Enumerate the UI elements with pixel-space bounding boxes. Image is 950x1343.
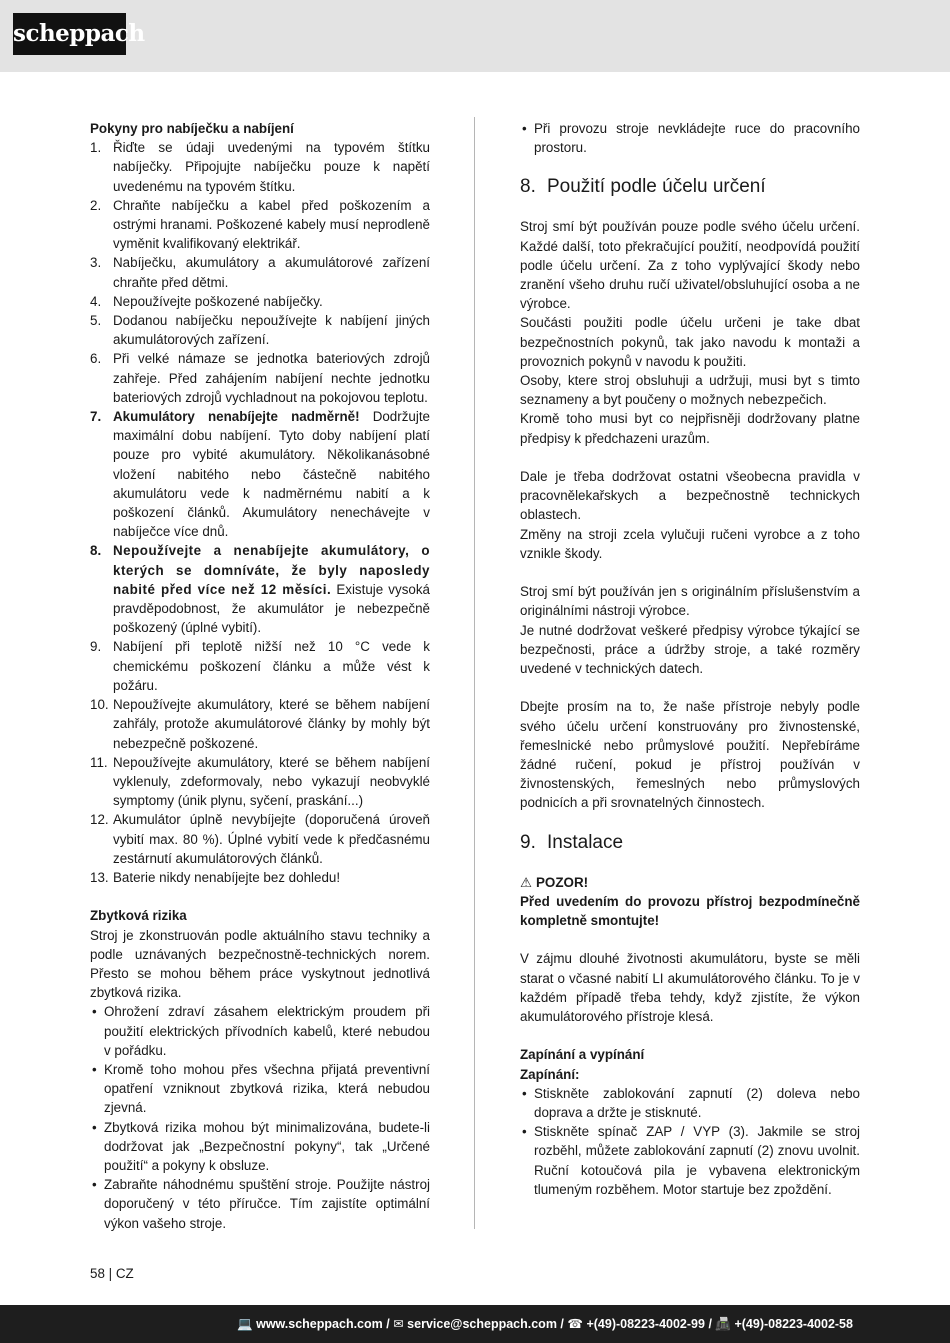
item-text: Chraňte nabíječku a kabel před poškozením a ostrými hranami. Poškozené kabely musí neprodleně vyměnit kvalifikovaný elektrikář.	[113, 197, 430, 252]
list-item: • Při provozu stroje nevkládejte ruce do pracovního prostoru.	[520, 119, 860, 157]
item-number: 11.	[90, 754, 108, 770]
item-number: 4.	[90, 293, 102, 309]
item-text: Řiďte se údaji uvedenými na typovém štítku nabíječky. Připojujte nabíječku pouze k napětí uvedenému na typovém štítku.	[113, 140, 430, 194]
list-item	[90, 311, 430, 349]
list-item	[90, 637, 430, 695]
list-item: • Kromě toho mohou přes všechna přijatá preventivní opatření vzniknout zbytková rizika, která nebudou zjevná.	[90, 1060, 430, 1118]
risk-heading: Zbytková rizika	[90, 908, 187, 924]
column-divider	[474, 117, 475, 1229]
item-text: Nabíječku, akumulátory a akumulátorové zařízení chraňte před dětmi.	[113, 255, 430, 290]
warning-icon: ⚠	[520, 874, 533, 890]
item-text: Dodanou nabíječku nepoužívejte k nabíjení jiných akumulátorových zařízení.	[113, 313, 430, 348]
item-number: 6.	[90, 351, 102, 367]
item-number: 7.	[90, 409, 102, 425]
item-text: Existuje vysoká pravděpodobnost, že akumulátor je nebezpečně poškozený (úplné vybití).	[113, 581, 430, 636]
warning-label	[520, 873, 860, 892]
warning-text: POZOR!	[536, 874, 589, 890]
paragraph: Dale je třeba dodržovat ostatni všeobecna pravidla v pracovnělekařskych a bezpečnostně technickych oblastech.	[520, 469, 860, 523]
item-number: 3.	[90, 255, 102, 271]
list-item: • Ohrožení zdraví zásahem elektrickým proudem při použití elektrických přívodních kabelů, které nebudou v pořádku.	[90, 1002, 430, 1060]
item-number: 5.	[90, 313, 102, 329]
item-text: Dodržujte maximální dobu nabíjení. Tyto doby nabíjení platí pouze pro vybité akumulátory. Několikanásobné vložení nabitého nebo částečně nabitého akumulátoru vede k nadměrnému nabití a k poškození článků. Akumulátory nenechávejte v nabíječce více dnů.	[113, 409, 430, 540]
list-item	[90, 541, 430, 637]
warning-message: Před uvedením do provozu přístroj bezpodmínečně kompletně smontujte!	[520, 893, 860, 929]
item-text: Nepoužívejte akumulátory, které se během nabíjení vyklenuly, zdeformovaly, nebo vykazují neobvyklé symptomy (únik plynu, syčení, praskání...)	[113, 754, 430, 809]
paragraph: Dbejte prosím na to, že naše přístroje nebyly podle svého účelu určení konstruovány pro živnostenské, řemeslnické nebo průmyslové použití. Nepřebíráme žádné ručení, pokud je přístroj používán v živnostenských, řemeslných nebo průmyslových podnicích a při srovnatelných činnostech.	[520, 699, 860, 811]
paragraph: Kromě toho musi byt co nejpřisněji dodržovany platne předpisy k předchazeni urazům.	[520, 411, 860, 446]
list-item	[90, 695, 430, 753]
separator: /	[560, 1317, 564, 1331]
item-text: Baterie nikdy nenabíjejte bez dohledu!	[113, 869, 341, 885]
risk-list	[90, 1002, 430, 1232]
risk-intro: Stroj je zkonstruován podle aktuálního stavu techniky a podle uznávaných bezpečnostně-technických norem. Přesto se mohou během práce vyskytnout jednotlivá zbytková rizika.	[90, 927, 430, 1001]
fax-icon: 📠	[715, 1317, 731, 1331]
paragraph: V zájmu dlouhé životnosti akumulátoru, byste se měli starat o včasné nabití LI akumulátorového článku. To je v každém případě třeba tehdy, když zjistíte, že výkon akumulátorového přístroje klesá.	[520, 951, 860, 1025]
mail-icon: ✉	[393, 1317, 404, 1331]
top-bullet-list	[520, 119, 860, 157]
right-column	[520, 119, 860, 1199]
paragraph: Stroj smí být používán pouze podle svého účelu určení. Každé další, toto překračující použití, neodpovídá použití podle účelu určení. Za z toho vyplývající škody nebo zranění všeho druhu ručí uživatel/obsluhující osoba a ne výrobce.	[520, 219, 860, 312]
fax-number: +(49)-08223-4002-58	[734, 1317, 853, 1331]
item-number: 2.	[90, 197, 102, 213]
list-item	[90, 196, 430, 254]
item-bold-text: Akumulátory nenabíjejte nadměrně!	[113, 409, 360, 425]
list-item: • Zabraňte náhodnému spuštění stroje. Použijte nástroj doporučený v této příručce. Tím zajistíte optimální výkon vašeho stroje.	[90, 1175, 430, 1233]
item-number: 1.	[90, 140, 102, 156]
item-text: Akumulátor úplně nevybíjejte (doporučená úroveň vybití max. 80 %). Úplné vybití vede k předčasnému zestárnutí akumulátorových článků.	[113, 812, 430, 866]
section-number: 9.	[520, 831, 536, 853]
switch-list	[520, 1084, 860, 1199]
phone-number[interactable]: +(49)-08223-4002-99	[586, 1317, 705, 1331]
list-item	[90, 138, 430, 196]
separator: /	[386, 1317, 390, 1331]
item-text: Nabíjení při teplotě nižší než 10 °C vede k chemickému poškození článku a může vést k požáru.	[113, 639, 430, 693]
section-title: Instalace	[547, 831, 624, 853]
item-bold-text: Nepoužívejte a nenabíjejte akumulátory, o kterých se domníváte, že byly naposledy nabité před více než 12 měsíci.	[113, 543, 430, 597]
header-bar	[0, 0, 950, 72]
list-item	[90, 349, 430, 407]
list-item	[90, 292, 430, 311]
email-link[interactable]: service@scheppach.com	[407, 1317, 557, 1331]
paragraph: Je nutné dodržovat veškeré předpisy výrobce týkající se bezpečnosti, práce a údržby stroje, a také rozměry uvedené v technických datech.	[520, 622, 860, 677]
page-separator: |	[108, 1266, 113, 1281]
section-8-heading	[520, 175, 860, 199]
paragraph: Osoby, ktere stroj obsluhuji a udržuji, musi byt s timto seznameny a byt poučeny o možnych nebezpečich.	[520, 373, 860, 408]
item-number: 10.	[90, 697, 109, 713]
section-title: Použití podle účelu určení	[547, 176, 766, 198]
website-link[interactable]: www.scheppach.com	[256, 1317, 383, 1331]
list-item: • Stiskněte zablokování zapnutí (2) doleva nebo doprava a držte je stisknuté.	[520, 1084, 860, 1122]
charger-list	[90, 138, 430, 887]
scheppach-logo: scheppach	[13, 13, 126, 55]
switch-subheading: Zapínání:	[520, 1066, 580, 1082]
left-column	[90, 119, 430, 1233]
list-item	[90, 407, 430, 541]
list-item: • Stiskněte spínač ZAP / VYP (3). Jakmile se stroj rozběhl, můžete zablokování zapnutí (2) znovu uvolnit. Ruční kotoučová pila je vybavena elektronickým tlumeným rozběhem. Motor startuje bez zpoždění.	[520, 1122, 860, 1199]
item-number: 9.	[90, 639, 102, 655]
page-number: 58	[90, 1266, 105, 1281]
list-item	[90, 253, 430, 291]
item-text: Nepoužívejte poškozené nabíječky.	[113, 293, 323, 309]
section-number: 8.	[520, 176, 536, 198]
item-number: 13.	[90, 869, 109, 885]
item-text: Nepoužívejte akumulátory, které se během nabíjení zahřály, protože akumulátorové články by mohly být nebezpečně poškozené.	[113, 697, 430, 751]
item-number: 8.	[90, 543, 102, 559]
item-text: Při velké námaze se jednotka bateriových zdrojů zahřeje. Před zahájením nabíjení nechte jednotku bateriových zdrojů vychladnout na pokojovou teplotu.	[113, 351, 430, 405]
charger-heading: Pokyny pro nabíječku a nabíjení	[90, 121, 294, 136]
paragraph: Součásti použiti podle účelu určeni je take dbat bezpečnostních pokynů, tak jako navodu k montaži a provoznich pokynů v navodu k použiti.	[520, 315, 860, 369]
phone-icon: ☎	[567, 1317, 583, 1331]
paragraph: Změny na stroji zcela vylučuji ručeni vyrobce a z toho vznikle škody.	[520, 526, 860, 561]
item-number: 12.	[90, 812, 109, 828]
list-item: • Zbytková rizika mohou být minimalizována, budete-li dodržovat jak „Bezpečnostní pokyny“, tak „Určené použití“ a pokyny k obsluze.	[90, 1118, 430, 1176]
list-item	[90, 753, 430, 811]
list-item	[90, 810, 430, 868]
list-item	[90, 868, 430, 887]
section-9-heading	[520, 831, 860, 855]
separator: /	[708, 1317, 712, 1331]
paragraph: Stroj smí být používán jen s originálním příslušenstvím a originálními nástroji výrobce.	[520, 584, 860, 619]
page-footer-label	[90, 1266, 134, 1281]
language-code: CZ	[115, 1266, 134, 1281]
contact-bar	[0, 1305, 950, 1343]
switch-heading: Zapínání a vypínání	[520, 1047, 645, 1063]
computer-icon: 💻	[237, 1317, 253, 1331]
